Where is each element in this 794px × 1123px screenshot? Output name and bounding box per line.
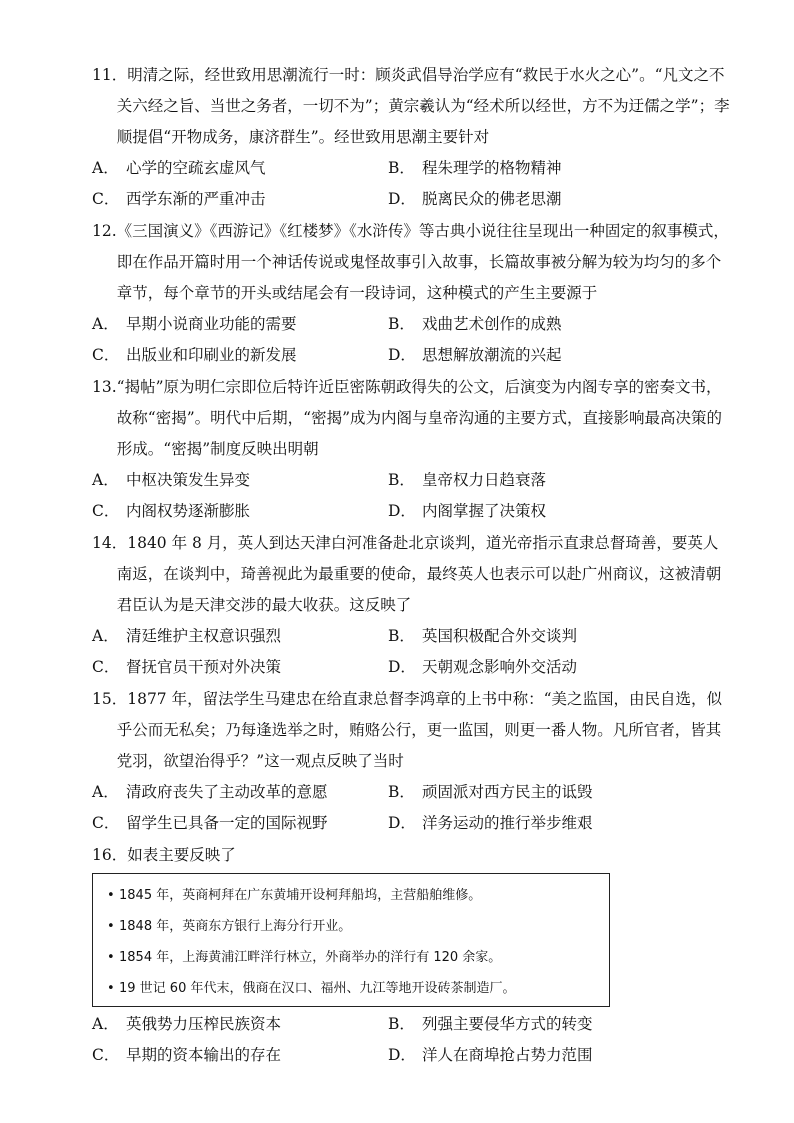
data-table: [92, 873, 610, 1007]
table-row: • 1854 年，上海黄浦江畔洋行林立，外商举办的洋行有 120 余家。: [107, 942, 609, 973]
option-a[interactable]: A． 英俄势力压榨民族资本: [92, 1015, 282, 1033]
question-14: [92, 528, 732, 683]
options-row-1: [92, 1009, 732, 1040]
question-16: [92, 840, 732, 871]
option-a[interactable]: A． 清廷维护主权意识强烈: [92, 627, 282, 645]
option-b[interactable]: B． 戏曲艺术创作的成熟: [388, 315, 562, 333]
bullet-icon: •: [107, 950, 115, 965]
option-a[interactable]: A． 早期小说商业功能的需要: [92, 315, 297, 333]
options-row-2: [92, 808, 732, 839]
table-row: • 1845 年，英商柯拜在广东黄埔开设柯拜船坞，主营船舶维修。: [107, 880, 609, 911]
option-a[interactable]: A． 中枢决策发生异变: [92, 471, 251, 489]
options-row-1: [92, 621, 732, 652]
option-d[interactable]: D． 洋人在商埠抢占势力范围: [388, 1046, 593, 1064]
question-stem: 16．如表主要反映了: [92, 846, 236, 864]
table-row: • 1848 年，英商东方银行上海分行开业。: [107, 911, 609, 942]
option-c[interactable]: C． 早期的资本输出的存在: [92, 1046, 282, 1064]
question-stem: 13.“揭帖”原为明仁宗即位后特许近臣密陈朝政得失的公文，后演变为内阁专享的密奏文书，故称“密揭”。明代中后期，“密揭”成为内阁与皇帝沟通的主要方式，直接影响最高决策的形成。“密揭”制度反映出明朝: [92, 378, 722, 458]
question-stem: 11．明清之际，经世致用思潮流行一时：顾炎武倡导治学应有“救民于水火之心”。“凡文之不关六经之旨、当世之务者，一切不为”；黄宗羲认为“经术所以经世，方不为迂儒之学”；李顺提倡“开物成务，康济群生”。经世致用思潮主要针对: [92, 66, 730, 146]
option-d[interactable]: D． 脱离民众的佛老思潮: [388, 190, 562, 208]
question-stem: 12.《三国演义》《西游记》《红楼梦》《水浒传》等古典小说往往呈现出一种固定的叙事模式，即在作品开篇时用一个神话传说或鬼怪故事引入故事，长篇故事被分解为较为均匀的多个章节，每个章节的开头或结尾会有一段诗词，这种模式的产生主要源于: [92, 222, 729, 302]
options-row-2: [92, 1040, 732, 1071]
bullet-icon: •: [107, 888, 115, 903]
option-d[interactable]: D． 内阁掌握了决策权: [388, 502, 547, 520]
option-c[interactable]: C． 内阁权势逐渐膨胀: [92, 502, 251, 520]
option-b[interactable]: B． 列强主要侵华方式的转变: [388, 1015, 593, 1033]
options-row-2: [92, 652, 732, 683]
options-row-2: [92, 340, 732, 371]
option-b[interactable]: B． 顽固派对西方民主的诋毁: [388, 783, 593, 801]
options-row-1: [92, 777, 732, 808]
question-stem: 15．1877 年，留法学生马建忠在给直隶总督李鸿章的上书中称：“美之监国，由民自选，似乎公而无私矣；乃每逢选举之时，贿赂公行，更一监国，则更一番人物。凡所官者，皆其党羽，欲望治得乎？”这一观点反映了当时: [92, 690, 723, 770]
bullet-icon: •: [107, 981, 115, 996]
question-stem: 14．1840 年 8 月，英人到达天津白河准备赴北京谈判，道光帝指示直隶总督琦善，要英人南返，在谈判中，琦善视此为最重要的使命，最终英人也表示可以赴广州商议，这被清朝君臣认为是天津交涉的最大收获。这反映了: [92, 534, 722, 614]
bullet-icon: •: [107, 919, 115, 934]
option-c[interactable]: C． 西学东渐的严重冲击: [92, 190, 266, 208]
question-13: [92, 372, 732, 527]
question-11: [92, 60, 732, 215]
option-c[interactable]: C． 留学生已具备一定的国际视野: [92, 814, 328, 832]
option-b[interactable]: B． 程朱理学的格物精神: [388, 159, 562, 177]
option-c[interactable]: C． 出版业和印刷业的新发展: [92, 346, 297, 364]
question-16-options: [92, 1009, 732, 1071]
option-b[interactable]: B． 英国积极配合外交谈判: [388, 627, 578, 645]
options-row-1: [92, 153, 732, 184]
option-d[interactable]: D． 思想解放潮流的兴起: [388, 346, 562, 364]
option-a[interactable]: A． 心学的空疏玄虚风气: [92, 159, 266, 177]
options-row-2: [92, 496, 732, 527]
option-c[interactable]: C． 督抚官员干预对外决策: [92, 658, 282, 676]
options-row-1: [92, 309, 732, 340]
options-row-2: [92, 184, 732, 215]
question-12: [92, 216, 732, 371]
table-row: • 19 世记 60 年代末，俄商在汉口、福州、九江等地开设砖茶制造厂。: [107, 973, 609, 1004]
option-b[interactable]: B． 皇帝权力日趋衰落: [388, 471, 547, 489]
options-row-1: [92, 465, 732, 496]
option-d[interactable]: D． 天朝观念影响外交活动: [388, 658, 578, 676]
option-a[interactable]: A． 清政府丧失了主动改革的意愿: [92, 783, 328, 801]
question-15: [92, 684, 732, 839]
option-d[interactable]: D． 洋务运动的推行举步维艰: [388, 814, 593, 832]
